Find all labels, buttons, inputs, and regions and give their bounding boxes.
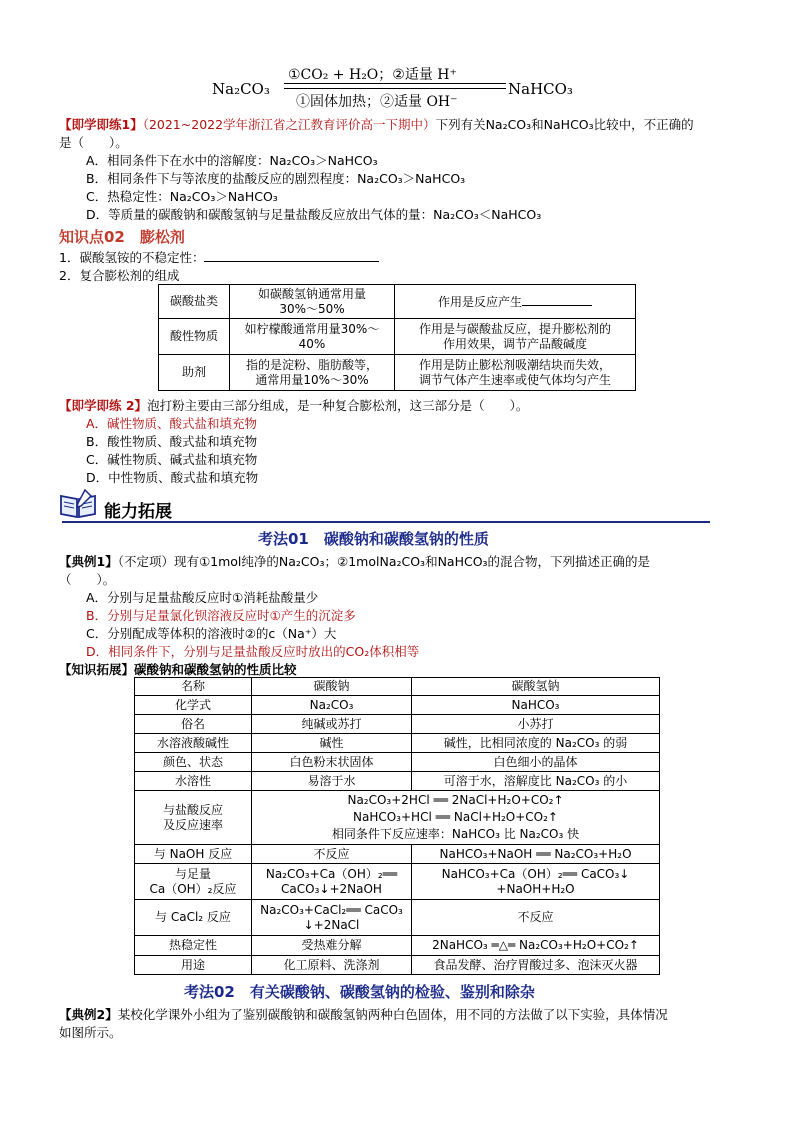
table-row (159, 285, 636, 319)
table-cell: 酸性物质 (159, 319, 230, 355)
practice1-option-a: A．相同条件下在水中的溶解度：Na₂CO₃＞NaHCO₃ (86, 153, 378, 168)
table-cell: 与盐酸反应 及反应速率 (135, 791, 252, 845)
example1-option-d: D．相同条件下，分别与足量盐酸反应时放出的CO₂体积相等 (86, 644, 420, 659)
table-cell: 俗名 (135, 715, 252, 734)
table-cell: 受热难分解 (252, 936, 412, 956)
table-cell: 碱性，比相同浓度的 Na₂CO₃ 的弱 (412, 734, 660, 753)
example1-question (59, 552, 650, 570)
table-blank (522, 293, 592, 306)
leavening-table (158, 284, 636, 391)
table-row (135, 734, 660, 753)
kp2-item1-blank (204, 249, 379, 262)
example1-tag: 【典例1】 (59, 554, 118, 569)
table-row (135, 956, 660, 975)
table-cell: 白色粉末状固体 (252, 753, 412, 772)
equation-bottom-condition: ①固体加热；②适量 OH⁻ (296, 94, 458, 110)
practice1-tag: 【即学即练1】 (59, 117, 143, 132)
kp2-title: 知识点02 膨松剂 (59, 228, 185, 246)
table-cell: 白色细小的晶体 (412, 753, 660, 772)
equation-right: NaHCO₃ (508, 80, 573, 98)
practice1-source: （2021~2022学年浙江省之江教育评价高一下期中） (142, 117, 436, 132)
equation-top-condition: ①CO₂ + H₂O；②适量 H⁺ (288, 67, 457, 83)
ext-heading (59, 660, 297, 678)
example1-option-a: A．分别与足量盐酸反应时①消耗盐酸量少 (86, 590, 319, 605)
table-row (135, 696, 660, 715)
table-cell (395, 285, 636, 319)
table-row (135, 791, 660, 845)
practice2-option-d: D．中性物质、酸式盐和填充物 (86, 470, 259, 485)
table-row (135, 753, 660, 772)
table-cell: 如柠檬酸通常用量30%～ 40% (230, 319, 395, 355)
table-row (159, 355, 636, 391)
table-header: 碳酸氢钠 (412, 678, 660, 696)
ext-title: 碳酸钠和碳酸氢钠的性质比较 (134, 662, 297, 677)
example1-option-c: C．分别配成等体积的溶液时②的c（Na⁺）大 (86, 626, 337, 641)
table-header: 名称 (135, 678, 252, 696)
section-divider (62, 521, 710, 523)
practice1-stem-cont: 是（ ）。 (59, 135, 128, 150)
table-cell: 食品发酵、治疗胃酸过多、泡沫灭火器 (412, 956, 660, 975)
kp2-item2: 2．复合膨松剂的组成 (59, 268, 180, 283)
practice2-tag: 【即学即练 2】 (59, 398, 148, 413)
practice1-option-b: B．相同条件下与等浓度的盐酸反应的剧烈程度：Na₂CO₃＞NaHCO₃ (86, 171, 466, 186)
example2-tag: 【典例2】 (59, 1007, 118, 1022)
table-header: 碳酸钠 (252, 678, 412, 696)
table-cell: 颜色、状态 (135, 753, 252, 772)
ext-tag: 【知识拓展】 (59, 662, 135, 677)
table-cell: 小苏打 (412, 715, 660, 734)
table-header-row (135, 678, 660, 696)
table-row (159, 319, 636, 355)
table-row (135, 715, 660, 734)
table-cell: 碱性 (252, 734, 412, 753)
kp2-item1 (59, 248, 379, 266)
method1-title: 考法01 碳酸钠和碳酸氢钠的性质 (258, 530, 489, 548)
table-cell: 指的是淀粉、脂肪酸等， 通常用量10%～30% (230, 355, 395, 391)
table-cell-text: 作用是反应产生 (437, 295, 522, 309)
table-cell: NaHCO₃+Ca（OH）₂══ CaCO₃↓ +NaOH+H₂O (412, 864, 660, 900)
table-row (135, 864, 660, 900)
example2-stem: 某校化学课外小组为了鉴别碳酸钠和碳酸氢钠两种白色固体，用不同的方法做了以下实验，具体情况 (117, 1007, 668, 1022)
table-cell: 水溶液酸碱性 (135, 734, 252, 753)
table-cell: 与 NaOH 反应 (135, 845, 252, 864)
book-icon (58, 488, 98, 520)
table-cell: 易溶于水 (252, 772, 412, 791)
table-cell-merged: Na₂CO₃+2HCl ══ 2NaCl+H₂O+CO₂↑ NaHCO₃+HCl ══ NaCl+H₂O+CO₂↑ 相同条件下反应速率：NaHCO₃ 比 Na₂CO₃ 快 (252, 791, 660, 845)
section-title: 能力拓展 (104, 502, 172, 522)
example2-text-cont: 如图所示。 (59, 1025, 122, 1040)
example1-option-b: B．分别与足量氯化钡溶液反应时①产生的沉淀多 (86, 608, 356, 623)
equation-arrow-top (284, 83, 506, 84)
table-cell: 碳酸盐类 (159, 285, 230, 319)
table-cell: 2NaHCO₃ ═△═ Na₂CO₃+H₂O+CO₂↑ (412, 936, 660, 956)
equation-arrow-bottom (284, 88, 506, 89)
table-row (135, 900, 660, 936)
table-cell: 助剂 (159, 355, 230, 391)
table-cell: NaHCO₃ (412, 696, 660, 715)
practice2-question (59, 396, 528, 414)
practice1-stem: 下列有关Na₂CO₃和NaHCO₃比较中，不正确的 (435, 117, 694, 132)
method2-title: 考法02 有关碳酸钠、碳酸氢钠的检验、鉴别和除杂 (184, 983, 535, 1001)
table-cell: 可溶于水，溶解度比 Na₂CO₃ 的小 (412, 772, 660, 791)
practice1-question (59, 115, 694, 133)
comparison-table (134, 677, 660, 975)
practice2-stem: 泡打粉主要由三部分组成，是一种复合膨松剂，这三部分是（ ）。 (147, 398, 529, 413)
table-cell: 化学式 (135, 696, 252, 715)
table-row (135, 845, 660, 864)
table-cell: Na₂CO₃ (252, 696, 412, 715)
table-cell: 与足量 Ca（OH）₂反应 (135, 864, 252, 900)
practice1-option-c: C．热稳定性：Na₂CO₃＞NaHCO₃ (86, 189, 278, 204)
practice2-option-a: A．碱性物质、酸式盐和填充物 (86, 416, 258, 431)
kp2-item1-text: 1．碳酸氢铵的不稳定性： (59, 250, 205, 265)
table-cell: 水溶性 (135, 772, 252, 791)
practice2-option-c: C．碱性物质、碱式盐和填充物 (86, 452, 258, 467)
example1-stem: （不定项）现有①1mol纯净的Na₂CO₃；②1molNa₂CO₃和NaHCO₃的混合物，下列描述正确的是 (117, 554, 651, 569)
table-cell: 化工原料、洗涤剂 (252, 956, 412, 975)
table-cell: 热稳定性 (135, 936, 252, 956)
table-cell: 作用是防止膨松剂吸潮结块而失效， 调节气体产生速率或使气体均匀产生 (395, 355, 636, 391)
table-cell: 纯碱或苏打 (252, 715, 412, 734)
table-cell: NaHCO₃+NaOH ══ Na₂CO₃+H₂O (412, 845, 660, 864)
table-cell: 如碳酸氢钠通常用量 30%～50% (230, 285, 395, 319)
table-cell: 作用是与碳酸盐反应，提升膨松剂的 作用效果，调节产品酸碱度 (395, 319, 636, 355)
example2-text (59, 1005, 668, 1023)
table-cell: Na₂CO₃+CaCl₂══ CaCO₃ ↓+2NaCl (252, 900, 412, 936)
equation-left: Na₂CO₃ (212, 80, 270, 98)
table-cell: Na₂CO₃+Ca（OH）₂══ CaCO₃↓+2NaOH (252, 864, 412, 900)
table-cell: 用途 (135, 956, 252, 975)
table-cell: 与 CaCl₂ 反应 (135, 900, 252, 936)
practice1-option-d: D．等质量的碳酸钠和碳酸氢钠与足量盐酸反应放出气体的量：Na₂CO₃＜NaHCO₃ (86, 207, 542, 222)
table-row (135, 936, 660, 956)
practice2-option-b: B．酸性物质、酸式盐和填充物 (86, 434, 258, 449)
table-cell: 不反应 (412, 900, 660, 936)
table-cell: 不反应 (252, 845, 412, 864)
example1-stem-cont: （ ）。 (59, 572, 116, 587)
table-row (135, 772, 660, 791)
